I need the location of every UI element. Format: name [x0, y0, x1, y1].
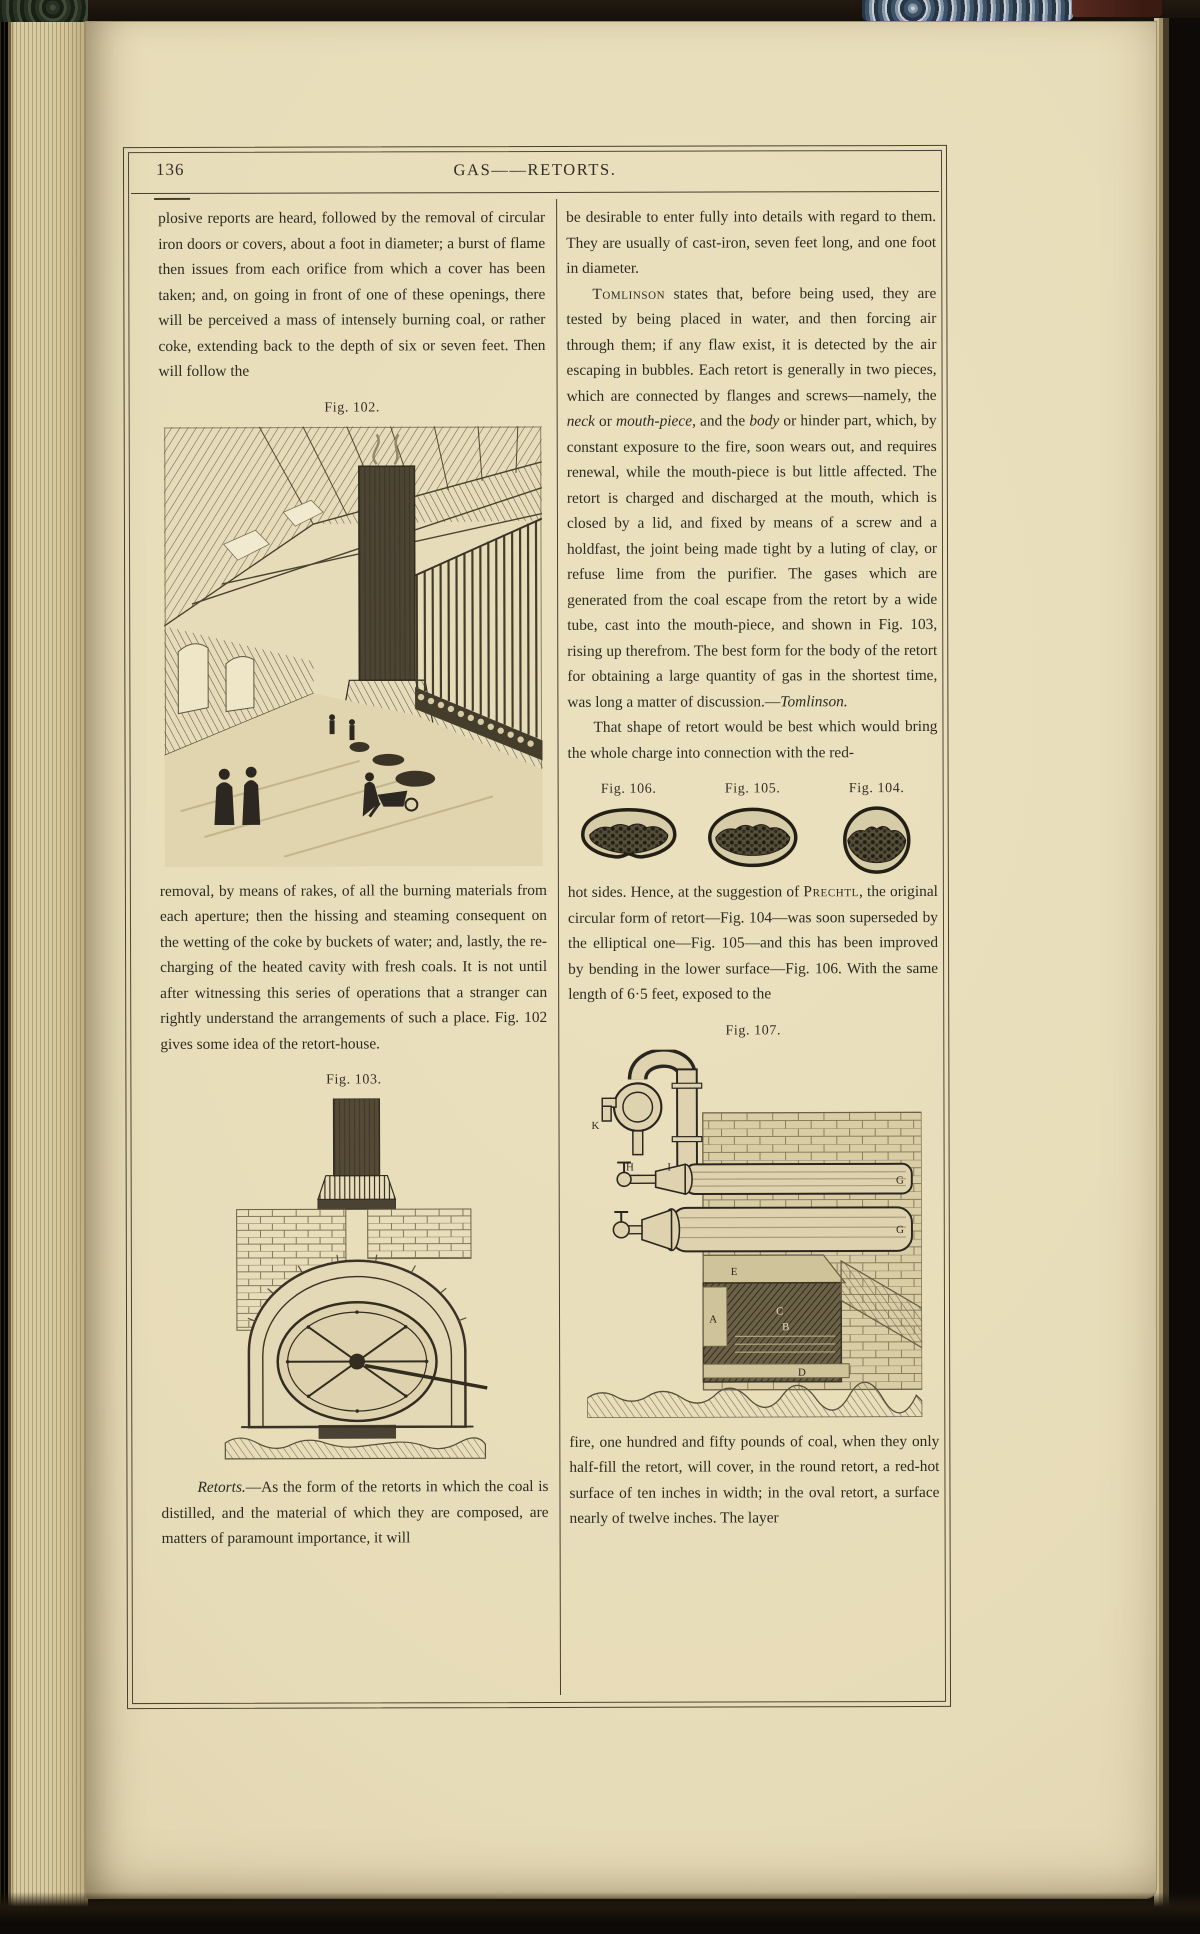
- text-run-italic: mouth-piece: [615, 412, 693, 430]
- figure-103: [160, 1072, 548, 1463]
- running-header: GAS——RETORTS.: [453, 159, 617, 180]
- paragraph: That shape of retort would be best which would bring the whole charge into connection with the red-: [567, 717, 938, 762]
- right-column: [566, 204, 939, 1531]
- left-column: [158, 205, 549, 1552]
- fig-104-caption: Fig. 104.: [848, 781, 905, 797]
- fig-107-label-g1: G: [895, 1174, 904, 1187]
- text-run: states that, before being used, they are tested by being placed in water, and then forcing air through them; if any flaw exist, it is detected by the air escaping in bubbles. Each retort is generally in two pieces, which are connected by flanges and screws—namely, the: [566, 284, 937, 405]
- marbled-cover-corner: [862, 0, 1074, 21]
- text-run-italic: Tomlinson.: [780, 692, 848, 710]
- fig-105-caption: Fig. 105.: [724, 781, 781, 797]
- page-stack-right-edge: [1154, 18, 1200, 1934]
- figure-106: [570, 772, 688, 870]
- fig-103-engraving: [218, 1098, 491, 1463]
- text-run-italic: Retorts.: [197, 1478, 246, 1496]
- fig-107-engraving: [586, 1048, 922, 1417]
- page-stack-left-edge: [0, 22, 88, 1914]
- figure-row-104-106: [570, 771, 936, 876]
- text-run: hot sides. Hence, at the suggestion of: [567, 883, 804, 901]
- fig-107-caption: Fig. 107.: [725, 1022, 782, 1039]
- text-run: , the original circular form of retort—Fig. 104—was soon superseded by the elliptical one—Fig. 105—and this has been improved by bending in the lower surface—Fig. 106. With the same length of 6·5 feet, exposed to the: [567, 882, 939, 1003]
- text-run-italic: neck: [566, 412, 595, 430]
- paragraph: plosive reports are heard, followed by the removal of circular iron doors or covers, about a foot in diameter; a burst of flame then issues from each orifice from which a cover has been taken; and, on going in front of one of these openings, there will be perceived a mass of intensely burning coal, or rather coke, extending back to the depth of six or seven feet. Then will follow the: [158, 208, 546, 380]
- fig-107-label-c: C: [775, 1304, 783, 1318]
- fig-107-label-i: I: [666, 1160, 671, 1173]
- text-run: , and the: [692, 412, 750, 430]
- fig-102-caption: Fig. 102.: [324, 399, 380, 416]
- figure-104: [818, 771, 936, 875]
- paragraph: [566, 280, 937, 714]
- page-border-frame: [123, 145, 951, 1709]
- fig-107-label-d: D: [797, 1366, 806, 1379]
- text-run-smallcaps: Prechtl: [803, 883, 859, 901]
- figure-107: [568, 1022, 939, 1417]
- fig-107-label-e: E: [730, 1265, 737, 1278]
- paragraph: [161, 1474, 548, 1552]
- page-number-rule: [154, 198, 190, 200]
- fig-107-label-k: K: [590, 1119, 599, 1132]
- fig-106-caption: Fig. 106.: [600, 781, 657, 797]
- column-divider: [556, 199, 561, 1695]
- paragraph: [568, 879, 938, 1007]
- fig-107-label-a: A: [708, 1313, 717, 1326]
- paragraph: fire, one hundred and fifty pounds of coal, when they only half-fill the retort, will cover, in the round retort, a red-hot surface of ten inches in width; in the oval retort, a surface nearly of twelve inches. The layer: [569, 1432, 940, 1527]
- text-run: or hinder part, which, by constant exposure to the fire, soon wears out, and requires renewal, while the mouth-piece is but little affected. The retort is charged and discharged at the mouth, which is closed by a lid, and fixed by means of a screw and a holdfast, the joint being made tight by a luting of clay, or refuse lime from the purifier. The gases which are generated from the coal escape from the retort by a wide tube, cast into the mouth-piece, and shown in Fig. 103, rising up therefrom. The best form for the body of the retort for obtaining a large quantity of gas in the shortest time, was long a matter of discussion.—: [566, 411, 938, 711]
- book-page: [86, 22, 1156, 1898]
- fig-104-engraving: [839, 805, 915, 875]
- figure-105: [694, 771, 812, 869]
- paragraph: removal, by means of rakes, of all the burning materials from each aperture; then the hissing and steaming consequent on the wetting of the coke by buckets of water; and, lastly, the re-charging of the heated cavity with fresh coals. It is not until after witnessing this series of operations that a stranger can rightly understand the arrangements of such a place. Fig. 102 gives some idea of the retort-house.: [159, 881, 548, 1053]
- fig-107-label-b: B: [781, 1320, 789, 1333]
- text-run: —As the form of the retorts in which the coal is distilled, and the material of which they are composed, are matters of paramount importance, it will: [161, 1477, 549, 1547]
- text-run-smallcaps: Tomlinson: [592, 285, 666, 303]
- fig-105-engraving: [706, 805, 800, 869]
- page-number: 136: [155, 159, 185, 179]
- text-run-italic: body: [749, 412, 780, 430]
- paragraph: be desirable to enter fully into details with regard to them. They are usually of cast-iron, seven feet long, and one foot in diameter.: [566, 207, 937, 277]
- book-bottom-edge: [0, 1892, 1200, 1934]
- fig-107-label-g2: G: [895, 1223, 904, 1236]
- fig-107-label-h: H: [625, 1160, 634, 1173]
- fig-103-caption: Fig. 103.: [326, 1072, 382, 1088]
- text-run: or: [594, 412, 616, 430]
- cover-spine-edge: [1072, 0, 1162, 17]
- fig-102-engraving: [163, 425, 542, 866]
- figure-102: [159, 399, 547, 866]
- fig-106-engraving: [579, 806, 679, 870]
- header-rule: [131, 191, 939, 194]
